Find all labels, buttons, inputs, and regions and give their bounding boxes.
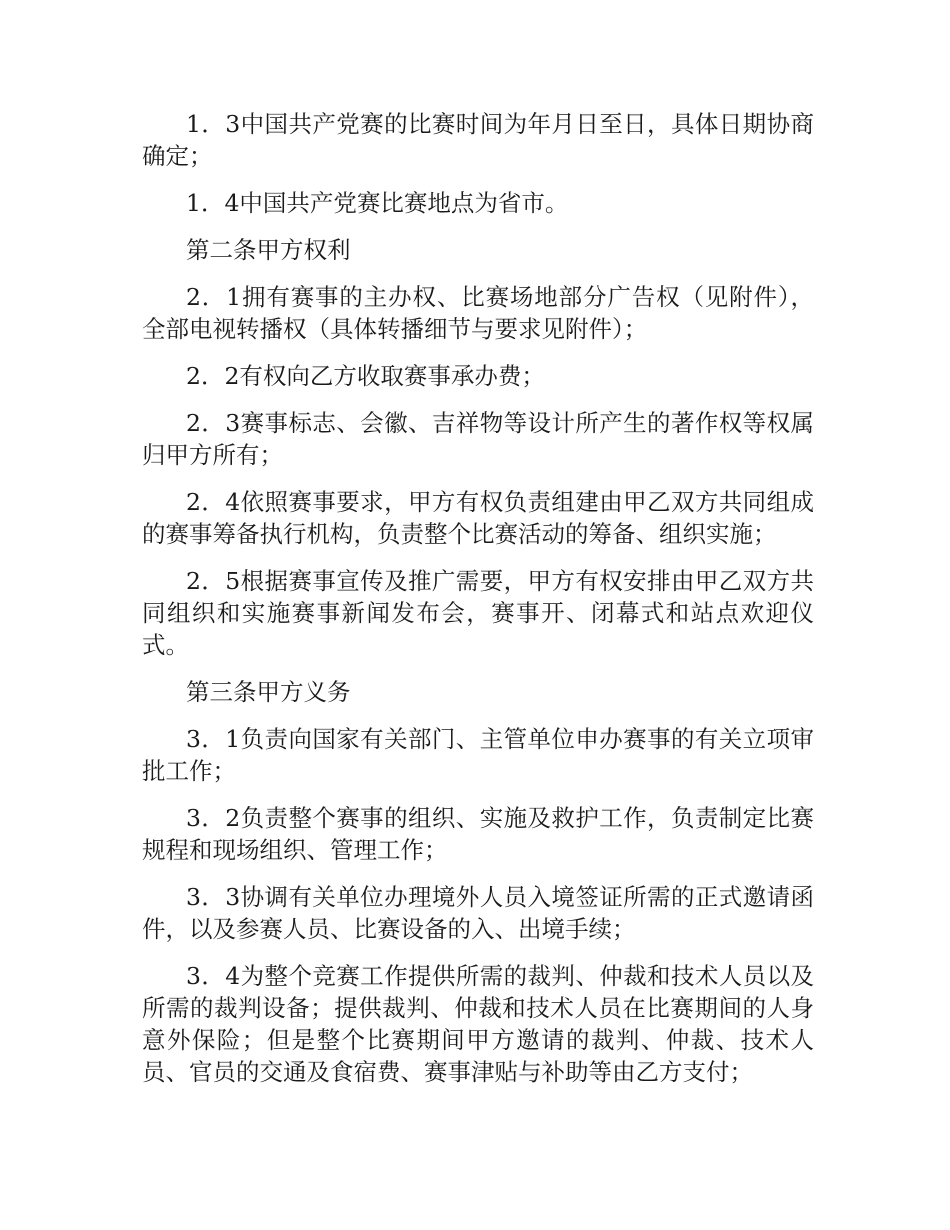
clause-3-3: 3．3协调有关单位办理境外人员入境签证所需的正式邀请函件，以及参赛人员、比赛设备的入、出境手续； [142, 883, 814, 943]
clause-2-2: 2．2有权向乙方收取赛事承办费； [186, 362, 545, 390]
clause-2-1: 2．1拥有赛事的主办权、比赛场地部分广告权（见附件），全部电视转播权（具体转播细节与要求见附件）； [142, 283, 814, 343]
clause-2-4: 2．4依照赛事要求，甲方有权负责组建由甲乙双方共同组成的赛事筹备执行机构，负责整个比赛活动的筹备、组织实施； [142, 488, 814, 548]
clause-3-1: 3．1负责向国家有关部门、主管单位申办赛事的有关立项审批工作； [142, 725, 814, 785]
article-2-heading: 第二条甲方权利 [186, 236, 351, 264]
clause-2-5: 2．5根据赛事宣传及推广需要，甲方有权安排由甲乙双方共同组织和实施赛事新闻发布会，赛事开、闭幕式和站点欢迎仪式。 [142, 567, 814, 659]
clause-1-4: 1．4中国共产党赛比赛地点为省市。 [186, 189, 569, 217]
document-body [142, 108, 814, 1103]
clause-3-4: 3．4为整个竞赛工作提供所需的裁判、仲裁和技术人员以及所需的裁判设备；提供裁判、仲裁和技术人员在比赛期间的人身意外保险；但是整个比赛期间甲方邀请的裁判、仲裁、技术人员、官员的交通及食宿费、赛事津贴与补助等由乙方支付； [142, 962, 814, 1086]
clause-2-3: 2．3赛事标志、会徽、吉祥物等设计所产生的著作权等权属归甲方所有； [142, 409, 814, 469]
clause-3-2: 3．2负责整个赛事的组织、实施及救护工作，负责制定比赛规程和现场组织、管理工作； [142, 804, 814, 864]
article-3-heading: 第三条甲方义务 [186, 678, 351, 706]
clause-1-3: 1．3中国共产党赛的比赛时间为年月日至日，具体日期协商确定； [142, 110, 814, 170]
